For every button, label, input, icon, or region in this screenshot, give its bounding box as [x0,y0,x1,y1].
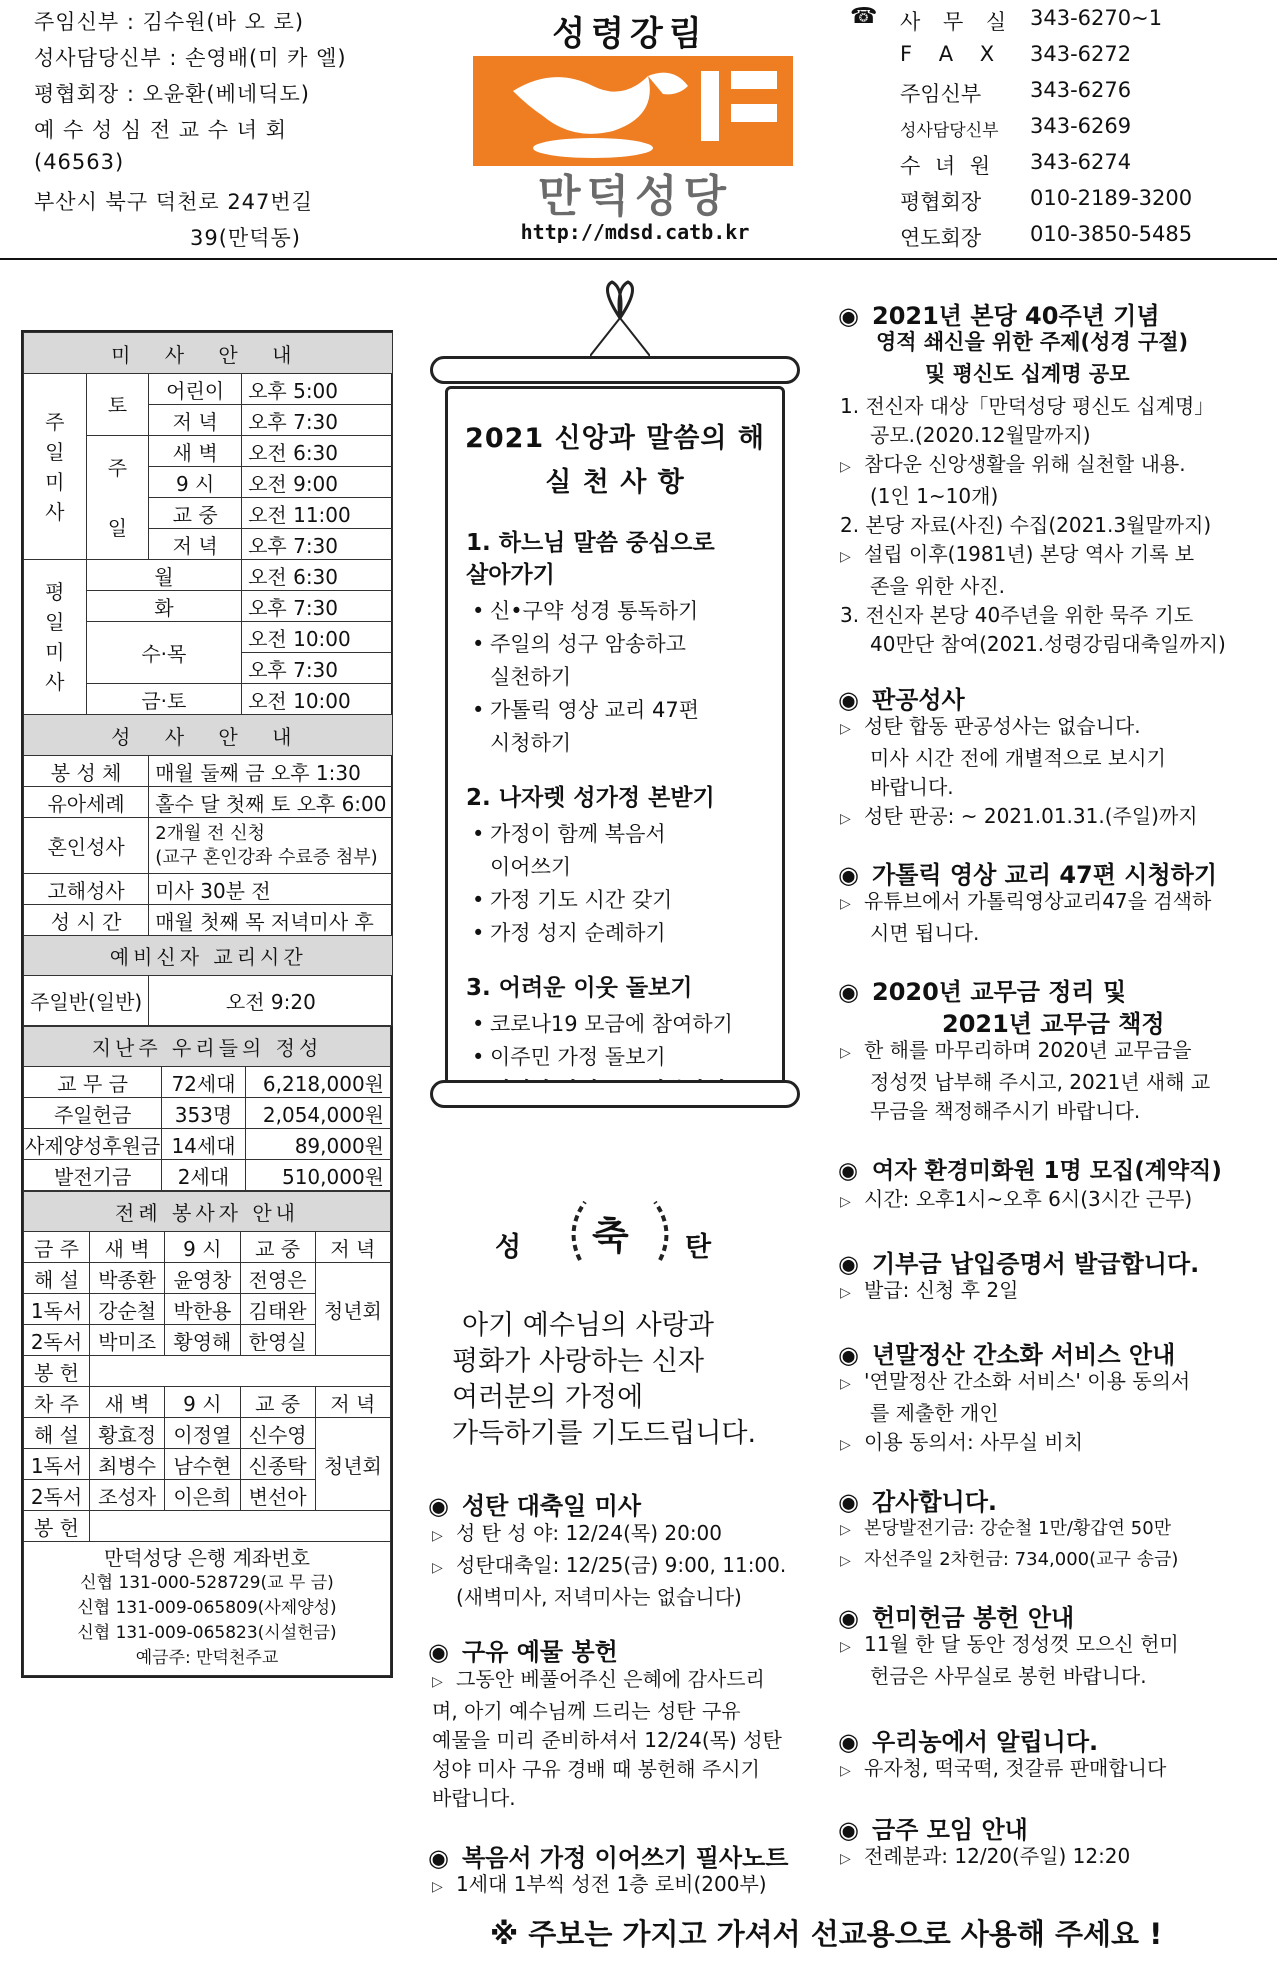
notice-line: 를 제출한 개인 [870,1401,999,1425]
server-cell: 황영해 [165,1325,240,1356]
notice-line: 참다운 신앙생활을 위해 실천할 내용. [864,452,1186,476]
header-council: 평협회장 : 오윤환(베네딕도) [34,82,310,106]
notice-line: 3. 전신자 본당 40주년을 위한 묵주 기도 [840,603,1194,627]
contact-value: 010-2189-3200 [1030,186,1193,210]
sacrament-title: 성 사 안 내 [24,715,393,756]
server-cell: 청년회 [315,1418,390,1511]
notice-title [838,1482,997,1517]
server-role: 2독서 [24,1480,90,1511]
scroll-top-rod [430,356,800,384]
christmas-message [452,1308,756,1452]
scroll-section-head: 3. 어려운 이웃 돌보기 [466,975,693,1001]
server-role: 봉 헌 [24,1356,90,1387]
sacrament-name: 봉 성 체 [24,756,149,787]
notice-line: 며, 아기 예수님께 드리는 성탄 구유 [432,1699,741,1723]
scroll-head-text: 1. 하느님 말씀 중심으로 [466,530,715,556]
catechumen-class: 주일반(일반) [24,976,149,1026]
server-cell: 이은희 [165,1480,240,1511]
scroll-item-cont [470,661,782,694]
notice-title-text: 성탄 대축일 미사 [462,1492,641,1520]
mass-name: 화 [86,591,241,622]
bullet-icon: ◉ [838,1250,859,1278]
notice-line: 성야 미사 구유 경배 때 봉헌해 주시기 [432,1757,760,1781]
server-role: 해 설 [24,1418,90,1449]
notice-title [838,972,1126,1007]
scroll-item: • 가정이 함께 복음서 [470,818,782,851]
sacrament-name: 고해성사 [24,874,149,905]
footer-note: ※ 주보는 가지고 가셔서 선교용으로 사용해 주세요 ! [490,1917,1163,1951]
bullet-icon: ◉ [428,1844,449,1872]
notice-line: 바랍니다. [870,775,954,799]
contact-label: 수 녀 원 [900,154,995,178]
notice-line: 11월 한 달 동안 정성껏 모으신 헌미 [864,1632,1179,1656]
notice-line: 발급: 신청 후 2일 [864,1278,1019,1302]
triangle-icon: ▷ [432,1528,443,1544]
notice-body [432,1519,786,1612]
bullet-icon: ◉ [838,686,859,714]
servers-head: 금 주 [24,1232,90,1263]
christmas-line: 여러분의 가정에 [452,1382,644,1413]
marriage-info: 2개월 전 신청 [155,822,266,844]
catechumen-time: 오전 9:20 [149,976,393,1026]
mass-time: 오후 5:00 [242,374,393,405]
bank-title: 만덕성당 은행 계좌번호 [104,1546,310,1570]
christmas-line: 평화가 사랑하는 신자 [452,1346,704,1377]
mass-name: 새 벽 [149,436,242,467]
notice-line: 무금을 책정해주시기 바랍니다. [870,1099,1141,1123]
scroll-item: • 가톨릭 영상 교리 47편 [470,694,782,727]
scroll-title-line2: 실 천 사 항 [545,467,685,498]
notice-line: 헌금은 사무실로 봉헌 바랍니다. [870,1664,1147,1688]
server-cell [90,1511,391,1542]
contact-label: 주임신부 [900,82,982,106]
notice-line: 바랍니다. [432,1786,516,1810]
notice-line: 1. 전신자 대상「만덕성당 평신도 십계명」 [840,394,1215,418]
scroll-item: • 주일의 성구 암송하고 [470,628,782,661]
triangle-icon: ▷ [432,1560,443,1576]
notice-body [840,712,1198,834]
triangle-icon: ▷ [840,721,851,737]
notice-body [840,1367,1190,1460]
bank-line: 예금주: 만덕천주교 [135,1648,279,1668]
parish-url[interactable]: http://mdsd.catb.kr [520,220,750,244]
notice-body [840,392,1226,659]
notice-line: '연말정산 간소화 서비스' 이용 동의서 [864,1369,1191,1393]
offering-amount: 89,000원 [245,1129,390,1160]
server-cell: 박한용 [165,1294,240,1325]
mass-name: 어린이 [149,374,242,405]
scroll-item-text: 시청하기 [490,731,572,755]
notice-line: 시면 됩니다. [870,921,980,945]
bullet-icon: ◉ [838,302,859,330]
notice-title-text: 구유 예물 봉헌 [462,1638,618,1666]
notice-body [432,1870,767,1902]
notice-title [838,1722,1098,1757]
server-cell: 신수영 [240,1418,315,1449]
notice-body [840,1514,1178,1576]
notice-body [840,1842,1130,1874]
server-cell: 남수현 [165,1449,240,1480]
notice-line: 한 해를 마무리하며 2020년 교무금을 [864,1038,1192,1062]
triangle-icon: ▷ [840,1285,851,1301]
notice-line: 공모.(2020.12월말까지) [870,423,1091,447]
christmas-left: 성 [495,1232,522,1263]
notice-line: 자선주일 2차헌금: 734,000(교구 송금) [864,1549,1179,1570]
notice-line: 유튜브에서 가톨릭영상교리47을 검색하 [864,889,1212,913]
notice-title-text: 기부금 납입증명서 발급합니다. [872,1250,1200,1278]
bullet-icon: ◉ [838,1158,859,1184]
notice-title-text: 2020년 교무금 정리 및 [872,978,1127,1006]
offering-count: 353명 [162,1098,245,1129]
parish-name: 만덕성당 [537,171,732,222]
header-address-2: 39(만덕동) [190,226,301,250]
server-cell: 청년회 [315,1263,390,1356]
server-cell: 김태완 [240,1294,315,1325]
offering-name: 교 무 금 [24,1067,162,1098]
scroll-head-text: 살아가기 [466,562,555,588]
phone-icon: ☎ [850,4,878,29]
bullet-icon: ◉ [428,1638,449,1666]
servers-title: 전례 봉사자 안내 [24,1192,391,1232]
notice-line: 설립 이후(1981년) 본당 역사 기록 보 [864,542,1195,566]
contact-value: 343-6270~1 [1030,6,1163,30]
servers-head: 저 녁 [315,1232,390,1263]
servers-head: 9 시 [165,1387,240,1418]
offering-count: 2세대 [162,1160,245,1191]
christmas-line: 가득하기를 기도드립니다. [452,1418,757,1449]
server-cell: 강순철 [90,1294,165,1325]
notice-line: 그동안 베풀어주신 은혜에 감사드리 [456,1667,765,1691]
notice-body [432,1665,782,1813]
notice-line: 전례분과: 12/20(주일) 12:20 [864,1844,1131,1868]
notice-title-text: 복음서 가정 이어쓰기 필사노트 [462,1844,789,1872]
notice-line: 이용 동의서: 사무실 비치 [864,1430,1084,1454]
bank-line: 신협 131-009-065809(사제양성) [77,1598,337,1618]
offering-amount: 510,000원 [245,1160,390,1191]
servers-head: 새 벽 [90,1232,165,1263]
mass-time: 오전 11:00 [242,498,393,529]
notice-line: 정성껏 납부해 주시고, 2021년 새해 교 [870,1070,1211,1094]
mass-time: 오전 9:00 [242,467,393,498]
notice-title [838,296,1160,331]
notice-title-text: 여자 환경미화원 1명 모집(계약직) [872,1158,1222,1184]
notice-line: 40만단 참여(2021.성령강림대축일까지) [870,632,1226,656]
notice-line: 존을 위한 사진. [870,574,1005,598]
offering-title: 지난주 우리들의 정성 [24,1027,391,1067]
bullet-icon: ◉ [838,1816,859,1844]
triangle-icon: ▷ [840,1045,851,1061]
scroll-title-line1: 2021 신앙과 말씀의 해 [465,423,765,454]
server-cell: 신종탁 [240,1449,315,1480]
mass-name: 월 [86,560,241,591]
servers-head: 저 녁 [315,1387,390,1418]
server-cell: 박종환 [90,1263,165,1294]
triangle-icon: ▷ [432,1674,443,1690]
sacrament-name: 성 시 간 [24,905,149,936]
notice-title-text: 년말정산 간소화 서비스 안내 [872,1341,1176,1369]
notice-title [838,1598,1074,1633]
mass-time: 오전 10:00 [242,622,393,653]
triangle-icon: ▷ [840,1522,851,1538]
triangle-icon: ▷ [840,1639,851,1655]
mass-time: 오후 7:30 [242,591,393,622]
notice-body [840,1276,1018,1308]
notice-sub: 및 평신도 십계명 공모 [925,362,1130,386]
contact-label: 평협회장 [900,190,982,214]
notice-title-text: 감사합니다. [872,1488,998,1516]
bullet-icon: ◉ [838,1728,859,1756]
bank-line: 신협 131-009-065823(시설헌금) [77,1623,337,1643]
contact-value: 010-3850-5485 [1030,222,1193,246]
notice-title [428,1632,618,1667]
notice-title [428,1838,788,1873]
mass-time: 오후 7:30 [242,405,393,436]
server-cell: 변선아 [240,1480,315,1511]
notice-line: (1인 1~10개) [870,484,999,508]
server-cell [90,1356,391,1387]
notice-line: 예물을 미리 준비하셔서 12/24(목) 성탄 [432,1728,782,1752]
server-cell: 조성자 [90,1480,165,1511]
contact-label: 성사담당신부 [900,121,999,141]
notice-title-text: 판공성사 [872,686,965,714]
scroll-section-head: 2. 나자렛 성가정 본받기 [466,785,715,811]
mass-title: 미 사 안 내 [24,333,393,374]
bullet-icon: ◉ [838,1604,859,1632]
notice-line: 미사 시간 전에 개별적으로 보시기 [870,746,1166,770]
scroll-item-text: 이어쓰기 [490,855,572,879]
christmas-right: 탄 [685,1232,712,1263]
scroll-bottom-rod [430,1080,800,1108]
servers-head: 새 벽 [90,1387,165,1418]
contact-label: 사 무 실 [900,10,1015,34]
triangle-icon: ▷ [840,549,851,565]
scroll-title [448,417,782,505]
mass-time: 오후 7:30 [242,529,393,560]
triangle-icon: ▷ [840,1437,851,1453]
servers-head: 차 주 [24,1387,90,1418]
offering-amount: 6,218,000원 [245,1067,390,1098]
scroll-item-text: 실천하기 [490,665,572,689]
notice-line: 성 탄 성 야: 12/24(목) 20:00 [456,1521,723,1545]
header-pastor: 주임신부 : 김수원(바 오 로) [34,10,305,34]
notice-title [838,1810,1028,1845]
offering-name: 사제양성후원금 [24,1129,162,1160]
bullet-icon: ◉ [838,1341,859,1369]
sacrament-info [149,818,393,874]
header-postcode: (46563) [34,150,125,174]
server-role: 봉 헌 [24,1511,90,1542]
scroll-item: • 코로나19 모금에 참여하기 [470,1008,782,1041]
contact-value: 343-6272 [1030,42,1132,66]
server-cell: 윤영창 [165,1263,240,1294]
scroll-item-cont [470,851,782,884]
notice-line: 2. 본당 자료(사진) 수집(2021.3월말까지) [840,513,1212,537]
bullet-icon: ◉ [838,861,859,889]
scroll-item-cont [470,727,782,760]
mass-time: 오전 10:00 [242,684,393,715]
bank-line: 신협 131-000-528729(교 무 금) [80,1573,334,1593]
contact-value: 343-6274 [1030,150,1132,174]
sacrament-info: 매월 첫째 목 저녁미사 후 [149,905,393,936]
server-role: 해 설 [24,1263,90,1294]
notice-body [840,1036,1210,1126]
sacrament-info: 홀수 달 첫째 토 오후 6:00 [149,787,393,818]
christmas-mid: 축 [592,1214,629,1258]
notice-line: 성탄대축일: 12/25(금) 9:00, 11:00. [456,1553,787,1577]
catechumen-title: 예비신자 교리시간 [24,936,393,976]
sacrament-info: 미사 30분 전 [149,874,393,905]
scroll-ribbon-icon [590,278,650,358]
notice-title-2: 2021년 교무금 책정 [942,1010,1165,1038]
sacrament-name: 유아세례 [24,787,149,818]
notice-title-text: 금주 모임 안내 [872,1816,1028,1844]
scroll-item: • 이주민 가정 돌보기 [470,1041,782,1074]
notice-title [838,1335,1175,1370]
triangle-icon: ▷ [840,896,851,912]
weekday-mass-label: 평 일 미 사 [24,560,87,715]
notice-title [428,1486,641,1521]
saturday-label: 토 [86,374,149,436]
notice-title [838,1244,1199,1279]
header-assistant: 성사담당신부 : 손영배(미 카 엘) [34,46,347,70]
notice-line: (새벽미사, 저녁미사는 없습니다) [456,1585,742,1609]
mass-time: 오전 6:30 [242,560,393,591]
practice-scroll [445,386,785,1086]
bank-box [24,1542,391,1676]
header-sisters: 예 수 성 심 전 교 수 녀 회 [34,118,287,142]
header-address: 부산시 북구 덕천로 247번길 [34,190,313,214]
mass-time: 오전 6:30 [242,436,393,467]
notice-title-text: 2021년 본당 40주년 기념 [872,302,1160,330]
scroll-item: • 신•구약 성경 통독하기 [470,595,782,628]
offering-name: 주일헌금 [24,1098,162,1129]
notice-title [838,1152,1222,1185]
christmas-line: 아기 예수님의 사랑과 [462,1310,714,1341]
notice-body [840,1754,1166,1786]
marriage-info-note: (교구 혼인강좌 수료증 첨부) [155,846,378,868]
sunday-mass-label: 주 일 미 사 [24,374,87,560]
server-cell: 이정열 [165,1418,240,1449]
notice-body [840,1630,1179,1691]
header [0,0,1277,260]
mass-name: 저 녁 [149,405,242,436]
server-cell: 최병수 [90,1449,165,1480]
logo-title: 성령강림 [552,14,708,54]
contact-label: 연도회장 [900,226,982,250]
offering-name: 발전기금 [24,1160,162,1191]
notice-title [838,855,1217,890]
triangle-icon: ▷ [840,1851,851,1867]
notice-title-text: 가톨릭 영상 교리 47편 시청하기 [872,861,1218,889]
contact-value: 343-6269 [1030,114,1132,138]
contact-value: 343-6276 [1030,78,1132,102]
notice-title-text: 우리농에서 알립니다. [872,1728,1099,1756]
mass-name: 금·토 [86,684,241,715]
scroll-item: • 가정 성지 순례하기 [470,917,782,950]
notice-line: 1세대 1부씩 성전 1층 로비(200부) [456,1872,767,1896]
server-role: 2독서 [24,1325,90,1356]
bullet-icon: ◉ [838,1488,859,1516]
notice-sub: 영적 쇄신을 위한 주제(성경 구절) [876,330,1189,354]
parish-logo [473,56,793,166]
triangle-icon: ▷ [432,1879,443,1895]
triangle-icon: ▷ [840,1763,851,1779]
offering-count: 72세대 [162,1067,245,1098]
mass-name: 수·목 [86,622,241,684]
notice-body [840,887,1211,948]
bullet-icon: ◉ [838,978,859,1006]
server-cell: 황효정 [90,1418,165,1449]
server-role: 1독서 [24,1294,90,1325]
notice-line: 본당발전기금: 강순철 1만/황갑연 50만 [864,1518,1172,1539]
triangle-icon: ▷ [840,811,851,827]
server-cell: 한영실 [240,1325,315,1356]
contact-label: F A X [900,42,1005,66]
scroll-section-head [466,527,782,591]
notice-line: 시간: 오후1시~오후 6시(3시간 근무) [864,1187,1193,1211]
mass-name: 교 중 [149,498,242,529]
sunday-label: 주 일 [86,436,149,560]
notice-title [838,680,965,715]
mass-name: 저 녁 [149,529,242,560]
server-role: 1독서 [24,1449,90,1480]
triangle-icon: ▷ [840,1553,851,1569]
offering-amount: 2,054,000원 [245,1098,390,1129]
notice-line: 성탄 합동 판공성사는 없습니다. [864,714,1141,738]
sacrament-name: 혼인성사 [24,818,149,874]
sacrament-info: 매월 둘째 금 오후 1:30 [149,756,393,787]
notice-line: 유자청, 떡국떡, 젓갈류 판매합니다 [864,1756,1167,1780]
servers-head: 교 중 [240,1232,315,1263]
triangle-icon: ▷ [840,459,851,475]
servers-head: 9 시 [165,1232,240,1263]
server-cell: 전영은 [240,1263,315,1294]
offering-count: 14세대 [162,1129,245,1160]
info-table [21,330,393,1678]
triangle-icon: ▷ [840,1376,851,1392]
notice-title-text: 헌미헌금 봉헌 안내 [872,1604,1075,1632]
notice-line: 성탄 판공: ~ 2021.01.31.(주일)까지 [864,804,1198,828]
scroll-item: • 가정 기도 시간 갖기 [470,884,782,917]
server-cell: 박미조 [90,1325,165,1356]
mass-time: 오후 7:30 [242,653,393,684]
triangle-icon: ▷ [840,1194,851,1210]
servers-head: 교 중 [240,1387,315,1418]
notice-body [840,1185,1192,1217]
bullet-icon: ◉ [428,1492,449,1520]
mass-name: 9 시 [149,467,242,498]
